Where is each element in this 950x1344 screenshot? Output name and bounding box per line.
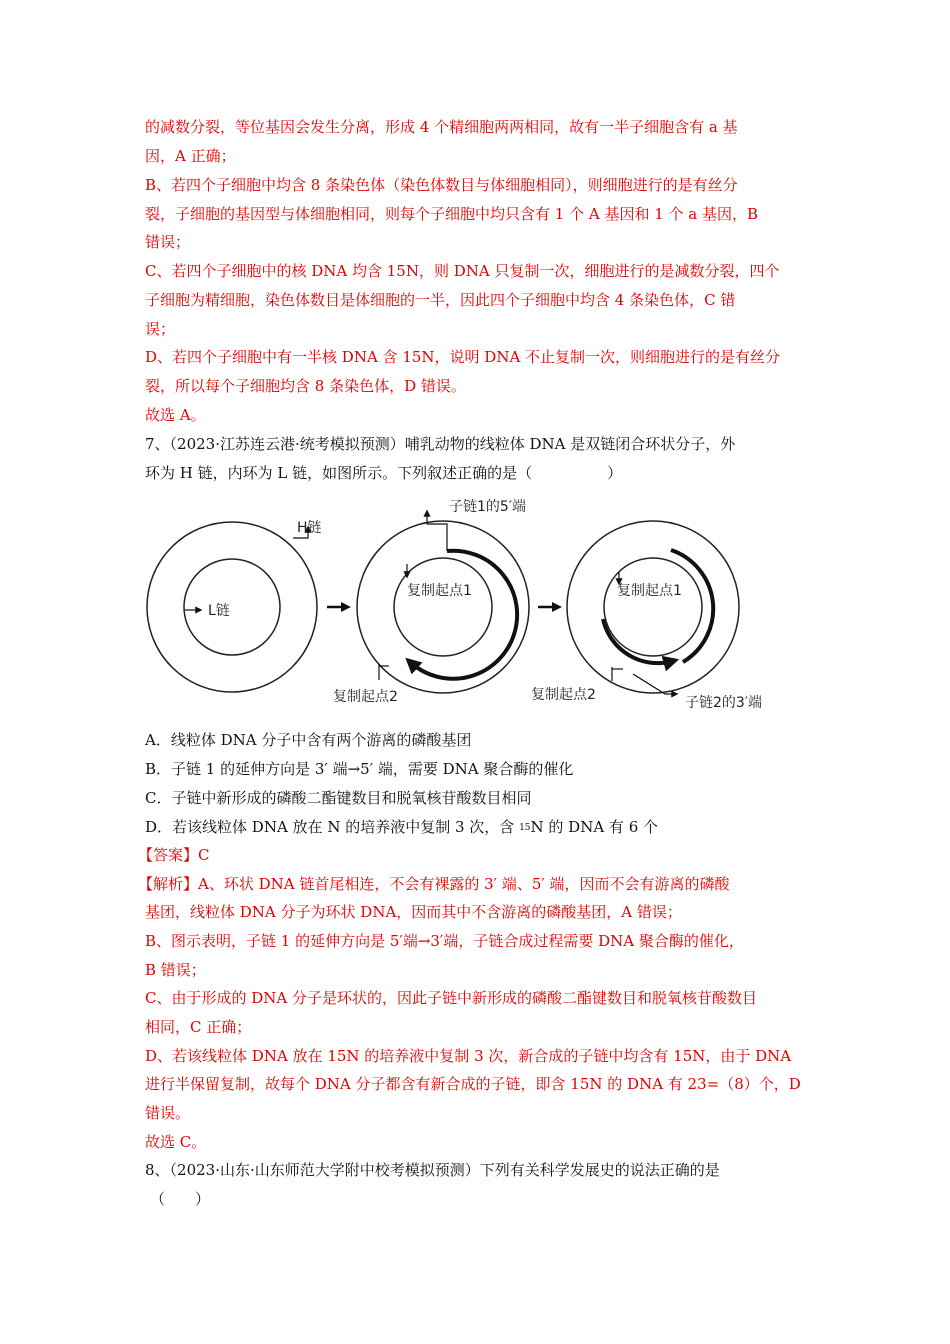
- panel-2: [333, 498, 529, 705]
- analysis-text-line: B 错误；: [145, 961, 206, 979]
- analysis-text-line: 基团，线粒体 DNA 分子为环状 DNA，因而其中不含游离的磷酸基团，A 错误；: [145, 903, 682, 921]
- label-origin-2: 复制起点2: [333, 689, 398, 705]
- analysis-text-line: 错误。: [145, 1104, 191, 1122]
- daughter-strand-2: [603, 619, 673, 663]
- analysis-text-line: 裂，子细胞的基因型与体细胞相同，则每个子细胞中均只含有 1 个 A 基因和 1 个 a 基因，B: [145, 205, 759, 223]
- label-origin-1: 复制起点1: [407, 583, 472, 599]
- option-b: B．子链 1 的延伸方向是 3′ 端→5′ 端，需要 DNA 聚合酶的催化: [145, 760, 574, 778]
- analysis-text-line: D、若四个子细胞中有一半核 DNA 含 15N，说明 DNA 不止复制一次，则细胞进行的是有丝分: [145, 348, 781, 366]
- option-a: A．线粒体 DNA 分子中含有两个游离的磷酸基团: [145, 731, 472, 749]
- panel-3: [531, 521, 762, 711]
- label-origin-2: 复制起点2: [531, 687, 596, 703]
- answer-line: 【答案】C: [138, 846, 210, 864]
- analysis-text-line: B、若四个子细胞中均含 8 条染色体（染色体数目与体细胞相同），则细胞进行的是有丝分: [145, 176, 738, 194]
- outer-ring: [357, 521, 529, 693]
- inner-ring: [394, 558, 492, 656]
- analysis-text-line: 因，A 正确；: [145, 147, 236, 165]
- question-7-stem: 环为 H 链，内环为 L 链，如图所示。下列叙述正确的是（ ）: [145, 464, 623, 482]
- isotope-superscript: 15: [519, 823, 531, 833]
- analysis-text-line: 子细胞为精细胞，染色体数目是体细胞的一半，因此四个子细胞中均含 4 条染色体，C 错: [145, 291, 736, 309]
- mitochondrial-dna-figure: [145, 494, 805, 712]
- analysis-text-line: 的减数分裂，等位基因会发生分离，形成 4 个精细胞两两相同，故有一半子细胞含有 a 基: [145, 118, 738, 136]
- panel-1: [147, 520, 322, 692]
- question-8-stem: 8、（2023·山东·山东师范大学附中校考模拟预测）下列有关科学发展史的说法正确的是: [145, 1161, 720, 1179]
- inner-ring-l-strand: [184, 559, 280, 655]
- label-three-prime-end: 子链2的3′端: [685, 695, 762, 711]
- label-h-strand: H链: [297, 520, 322, 536]
- analysis-text-line: 【解析】A、环状 DNA 链首尾相连，不会有裸露的 3′ 端、5′ 端，因而不会有游离的磷酸: [138, 875, 730, 893]
- analysis-text-line: C、若四个子细胞中的核 DNA 均含 15N，则 DNA 只复制一次，细胞进行的是减数分裂，四个: [145, 262, 780, 280]
- analysis-text-line: C、由于形成的 DNA 分子是环状的，因此子链中新形成的磷酸二酯键数目和脱氧核苷酸数目: [145, 989, 758, 1007]
- analysis-conclusion: 故选 C。: [145, 1133, 207, 1151]
- question-7-stem: 7、（2023·江苏连云港·统考模拟预测）哺乳动物的线粒体 DNA 是双链闭合环状分子，外: [145, 435, 736, 453]
- analysis-text-line: 错误；: [145, 233, 191, 251]
- analysis-conclusion: 故选 A。: [145, 406, 206, 424]
- analysis-text-line: B、图示表明，子链 1 的延伸方向是 5′端→3′端，子链合成过程需要 DNA 聚合酶的催化，: [145, 932, 744, 950]
- five-prime-pointer: [427, 511, 447, 551]
- daughter-strand-1-complete: [671, 550, 713, 662]
- option-d: D．若该线粒体 DNA 放在 N 的培养液中复制 3 次，含 $^{15}$N 的 DNA 有 6 个: [145, 818, 659, 836]
- analysis-text-line: 相同，C 正确；: [145, 1018, 252, 1036]
- analysis-text-line: 进行半保留复制，故每个 DNA 分子都含有新合成的子链，即含 15N 的 DNA 有 23=（8）个，D: [145, 1075, 801, 1093]
- option-c: C．子链中新形成的磷酸二酯键数目和脱氧核苷酸数目相同: [145, 789, 532, 807]
- label-l-strand: L链: [208, 603, 230, 619]
- outer-ring-h-strand: [147, 522, 317, 692]
- analysis-text-line: 误；: [145, 320, 176, 338]
- analysis-text-line: 裂，所以每个子细胞均含 8 条染色体，D 错误。: [145, 377, 466, 395]
- label-five-prime-end: 子链1的5′端: [449, 499, 526, 515]
- daughter-strand-1: [410, 551, 517, 679]
- label-origin-1: 复制起点1: [617, 583, 682, 599]
- question-8-blank: （ ）: [150, 1190, 211, 1208]
- analysis-text-line: D、若该线粒体 DNA 放在 15N 的培养液中复制 3 次，新合成的子链中均含有 15N，由于 DNA: [145, 1047, 792, 1065]
